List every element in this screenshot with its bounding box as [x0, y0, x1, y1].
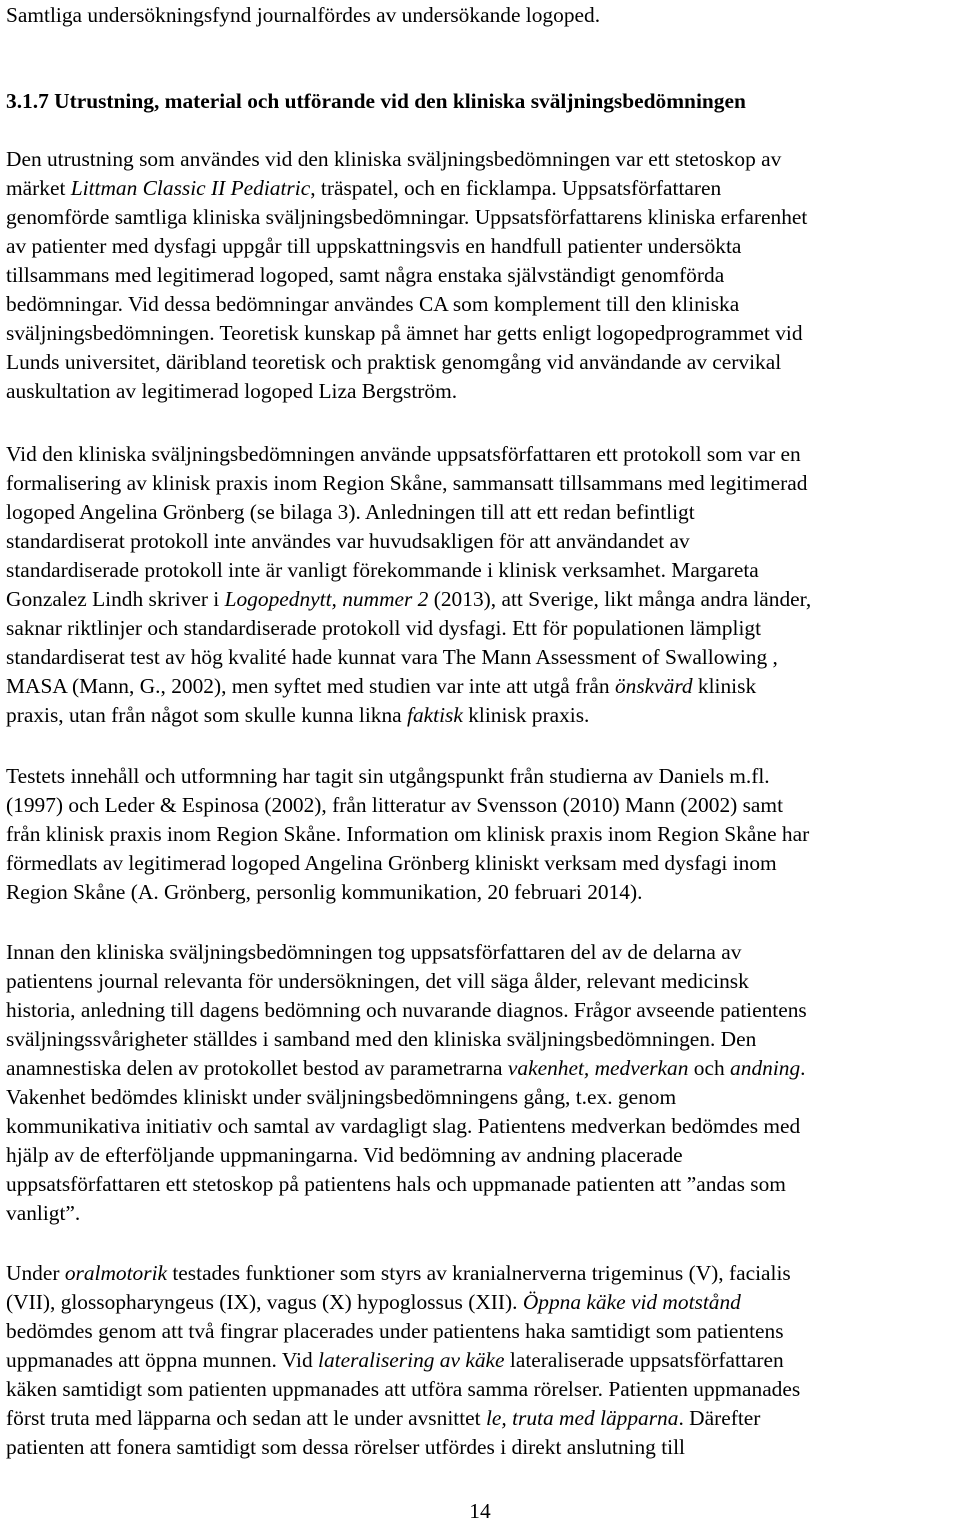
text-line: genomförde samtliga kliniska sväljningsbedömningar. Uppsatsförfattarens kliniska erfarenhet [6, 205, 808, 229]
text-line: Gonzalez Lindh skriver i Logopednytt, nummer 2 (2013), att Sverige, likt många andra länder, [6, 587, 812, 611]
text-line: från klinisk praxis inom Region Skåne. Information om klinisk praxis inom Region Skåne har [6, 822, 810, 846]
text-line: Region Skåne (A. Grönberg, personlig kommunikation, 20 februari 2014). [6, 880, 643, 904]
text-line: Den utrustning som användes vid den kliniska sväljningsbedömningen var ett stetoskop av [6, 147, 782, 171]
text-line: märket Littman Classic II Pediatric, träspatel, och en ficklampa. Uppsatsförfattaren [6, 176, 722, 200]
text-line: Innan den kliniska sväljningsbedömningen tog uppsatsförfattaren del av de delarna av [6, 940, 742, 964]
text-line: först truta med läpparna och sedan att le under avsnittet le, truta med läpparna. Därefter [6, 1406, 761, 1430]
text-line: standardiserat test av hög kvalité hade kunnat vara The Mann Assessment of Swallowing , [6, 645, 778, 669]
italic-term: andning [730, 1056, 801, 1080]
text-line: kommunikativa initiativ och samtal av vardagligt slag. Patientens medverkan bedömdes med [6, 1114, 801, 1138]
text-line: MASA (Mann, G., 2002), men syftet med studien var inte att utgå från önskvärd klinisk [6, 674, 757, 698]
italic-term: oralmotorik [64, 1261, 168, 1285]
text-line: auskultation av legitimerad logoped Liza Bergström. [6, 379, 458, 403]
text-line: sväljningsbedömningen. Teoretisk kunskap på ämnet har getts enligt logopedprogrammet vid [6, 321, 803, 345]
text-line: sväljningssvårigheter ställdes i samband med den kliniska sväljningsbedömningen. Den [6, 1027, 757, 1051]
text-line: Lunds universitet, däribland teoretisk och praktisk genomgång vid användande av cervikal [6, 350, 782, 374]
text-line: hjälp av de efterföljande uppmaningarna. Vid bedömning av andning placerade [6, 1143, 683, 1167]
text-line: av patienter med dysfagi uppgår till uppskattningsvis en handfull patienter undersökta [6, 234, 742, 258]
text-line: standardiserat protokoll inte användes var huvudsakligen för att användandet av [6, 529, 690, 553]
text-line: Testets innehåll och utformning har tagit sin utgångspunkt från studierna av Daniels m.fl. [6, 764, 770, 788]
text-line: uppmanades att öppna munnen. Vid lateralisering av käke lateraliserade uppsatsförfattaren [6, 1348, 784, 1372]
text-line: Samtliga undersökningsfynd journalfördes av undersökande logoped. [6, 3, 601, 27]
section-heading: 3.1.7 Utrustning, material och utförande vid den kliniska sväljningsbedömningen [6, 89, 746, 113]
text-line: praxis, utan från något som skulle kunna likna faktisk klinisk praxis. [6, 703, 590, 727]
italic-term: Öppna käke vid motstånd [522, 1290, 741, 1314]
italic-term: lateralisering av käke [318, 1348, 505, 1372]
italic-term: önskvärd [614, 674, 693, 698]
text-line: historia, anledning till dagens bedömning och nuvarande diagnos. Frågor avseende patientens [6, 998, 807, 1022]
text-line: uppsatsförfattaren ett stetoskop på patientens hals och uppmanade patienten att ”andas som [6, 1172, 786, 1196]
text-line: bedömningar. Vid dessa bedömningar användes CA som komplement till den kliniska [6, 292, 740, 316]
text-line: (VII), glossopharyngeus (IX), vagus (X) hypoglossus (XII). Öppna käke vid motstånd [6, 1290, 741, 1314]
text-line: Vakenhet bedömdes kliniskt under sväljningsbedömningens gång, t.ex. genom [6, 1085, 677, 1109]
text-line: anamnestiska delen av protokollet bestod av parametrarna vakenhet, medverkan och andning. [6, 1056, 806, 1080]
text-line: saknar riktlinjer och standardiserade protokoll vid dysfagi. Ett för populationen lämpligt [6, 616, 762, 640]
text-line: patienten att fonera samtidigt som dessa rörelser utfördes i direkt anslutning till [6, 1435, 685, 1459]
text-line: formalisering av klinisk praxis inom Region Skåne, sammansatt tillsammans med legitimerad [6, 471, 808, 495]
italic-term: vakenhet, medverkan [507, 1056, 689, 1080]
text-line: Under oralmotorik testades funktioner som styrs av kranialnerverna trigeminus (V), facialis [6, 1261, 791, 1285]
text-line: logoped Angelina Grönberg (se bilaga 3). Anledningen till att ett redan befintligt [6, 500, 695, 524]
text-line: bedömdes genom att två fingrar placerades under patientens haka samtidigt som patientens [6, 1319, 784, 1343]
text-line: vanligt”. [6, 1201, 81, 1225]
italic-term: le, truta med läpparna [485, 1406, 679, 1430]
italic-term: faktisk [407, 703, 463, 727]
text-line: tillsammans med legitimerad logoped, samt några enstaka självständigt genomförda [6, 263, 725, 287]
text-line: (1997) och Leder & Espinosa (2002), från litteratur av Svensson (2010) Mann (2002) samt [6, 793, 784, 817]
page-number: 14 [469, 1499, 491, 1523]
text-line: förmedlats av legitimerad logoped Angelina Grönberg kliniskt verksam med dysfagi inom [6, 851, 777, 875]
italic-term: Littman Classic II Pediatric [70, 176, 311, 200]
italic-term: Logopednytt, nummer 2 [224, 587, 429, 611]
text-line: käken samtidigt som patienten uppmanades att utföra samma rörelser. Patienten uppmanades [6, 1377, 801, 1401]
text-line: Vid den kliniska sväljningsbedömningen använde uppsatsförfattaren ett protokoll som var en [6, 442, 801, 466]
text-line: patientens journal relevanta för undersökningen, det vill säga ålder, relevant medicinsk [6, 969, 749, 993]
text-line: standardiserade protokoll inte är vanligt förekommande i klinisk verksamhet. Margareta [6, 558, 759, 582]
